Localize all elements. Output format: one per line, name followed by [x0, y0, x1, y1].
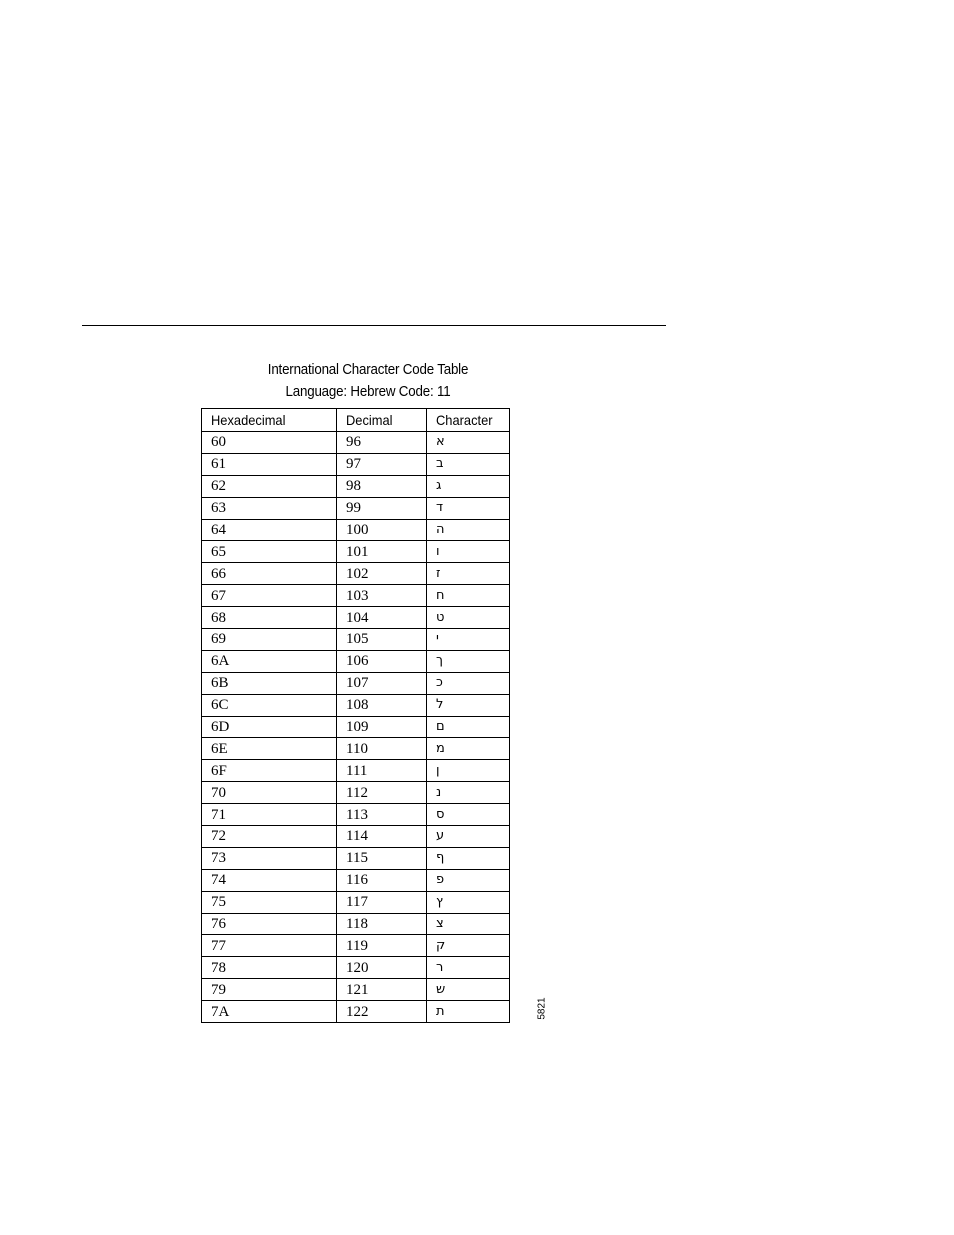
hex-cell: 65 [202, 541, 337, 563]
table-row [202, 760, 510, 782]
hex-cell: 60 [202, 432, 337, 454]
hex-cell: 61 [202, 453, 337, 475]
character-code-table [201, 408, 510, 1023]
hex-cell: 6D [202, 716, 337, 738]
hex-cell: 77 [202, 935, 337, 957]
table-header-row [202, 409, 510, 432]
table-row [202, 1001, 510, 1023]
decimal-cell: 116 [337, 869, 427, 891]
character-cell: כ [427, 672, 510, 694]
table-row [202, 979, 510, 1001]
hex-cell: 68 [202, 607, 337, 629]
hex-cell: 6C [202, 694, 337, 716]
table-row [202, 497, 510, 519]
table-row [202, 716, 510, 738]
character-cell: ש [427, 979, 510, 1001]
decimal-cell: 106 [337, 650, 427, 672]
character-cell: ם [427, 716, 510, 738]
horizontal-rule [82, 325, 666, 326]
character-cell: ט [427, 607, 510, 629]
hex-cell: 71 [202, 804, 337, 826]
decimal-cell: 97 [337, 453, 427, 475]
hex-cell: 74 [202, 869, 337, 891]
character-cell: ו [427, 541, 510, 563]
table-row [202, 913, 510, 935]
character-cell: ד [427, 497, 510, 519]
decimal-cell: 110 [337, 738, 427, 760]
decimal-cell: 121 [337, 979, 427, 1001]
table-row [202, 585, 510, 607]
hex-cell: 78 [202, 957, 337, 979]
character-cell: ך [427, 650, 510, 672]
table-row [202, 672, 510, 694]
hex-cell: 66 [202, 563, 337, 585]
column-header-decimal: Decimal [337, 409, 427, 432]
decimal-cell: 113 [337, 804, 427, 826]
column-header-hexadecimal: Hexadecimal [202, 409, 337, 432]
table-row [202, 782, 510, 804]
table-title: International Character Code Table [267, 362, 469, 378]
hex-cell: 73 [202, 847, 337, 869]
table-row [202, 694, 510, 716]
table-row [202, 453, 510, 475]
decimal-cell: 103 [337, 585, 427, 607]
table-row [202, 519, 510, 541]
table-row [202, 869, 510, 891]
table-row [202, 957, 510, 979]
decimal-cell: 99 [337, 497, 427, 519]
hex-cell: 6F [202, 760, 337, 782]
table-row [202, 935, 510, 957]
character-cell: ז [427, 563, 510, 585]
character-cell: ע [427, 826, 510, 848]
character-cell: ן [427, 760, 510, 782]
table-row [202, 629, 510, 651]
hex-cell: 7A [202, 1001, 337, 1023]
table-row [202, 804, 510, 826]
decimal-cell: 105 [337, 629, 427, 651]
decimal-cell: 111 [337, 760, 427, 782]
decimal-cell: 118 [337, 913, 427, 935]
decimal-cell: 122 [337, 1001, 427, 1023]
character-cell: א [427, 432, 510, 454]
decimal-cell: 104 [337, 607, 427, 629]
decimal-cell: 108 [337, 694, 427, 716]
character-cell: ץ [427, 891, 510, 913]
hex-cell: 63 [202, 497, 337, 519]
hex-cell: 6E [202, 738, 337, 760]
hex-cell: 6B [202, 672, 337, 694]
decimal-cell: 120 [337, 957, 427, 979]
table-row [202, 563, 510, 585]
hex-cell: 69 [202, 629, 337, 651]
table-row [202, 826, 510, 848]
hex-cell: 67 [202, 585, 337, 607]
character-cell: ק [427, 935, 510, 957]
table-subtitle: Language: Hebrew Code: 11 [285, 384, 451, 400]
table-row [202, 738, 510, 760]
decimal-cell: 119 [337, 935, 427, 957]
decimal-cell: 98 [337, 475, 427, 497]
character-cell: נ [427, 782, 510, 804]
decimal-cell: 100 [337, 519, 427, 541]
character-cell: מ [427, 738, 510, 760]
hex-cell: 6A [202, 650, 337, 672]
table-body [202, 432, 510, 1023]
character-cell: ג [427, 475, 510, 497]
decimal-cell: 112 [337, 782, 427, 804]
character-cell: ב [427, 453, 510, 475]
character-cell: ח [427, 585, 510, 607]
table-row [202, 847, 510, 869]
table-row [202, 432, 510, 454]
character-cell: ה [427, 519, 510, 541]
hex-cell: 70 [202, 782, 337, 804]
character-cell: י [427, 629, 510, 651]
column-header-character: Character [427, 409, 510, 432]
decimal-cell: 102 [337, 563, 427, 585]
table-row [202, 475, 510, 497]
decimal-cell: 117 [337, 891, 427, 913]
character-cell: ס [427, 804, 510, 826]
character-cell: ל [427, 694, 510, 716]
table-row [202, 607, 510, 629]
decimal-cell: 101 [337, 541, 427, 563]
hex-cell: 79 [202, 979, 337, 1001]
table-row [202, 650, 510, 672]
character-cell: פ [427, 869, 510, 891]
character-cell: צ [427, 913, 510, 935]
hex-cell: 75 [202, 891, 337, 913]
figure-number: 5821 [536, 997, 548, 1020]
character-cell: ף [427, 847, 510, 869]
hex-cell: 62 [202, 475, 337, 497]
decimal-cell: 114 [337, 826, 427, 848]
decimal-cell: 96 [337, 432, 427, 454]
table-row [202, 891, 510, 913]
hex-cell: 72 [202, 826, 337, 848]
table-row [202, 541, 510, 563]
character-cell: ר [427, 957, 510, 979]
hex-cell: 64 [202, 519, 337, 541]
character-cell: ת [427, 1001, 510, 1023]
decimal-cell: 109 [337, 716, 427, 738]
decimal-cell: 107 [337, 672, 427, 694]
decimal-cell: 115 [337, 847, 427, 869]
hex-cell: 76 [202, 913, 337, 935]
